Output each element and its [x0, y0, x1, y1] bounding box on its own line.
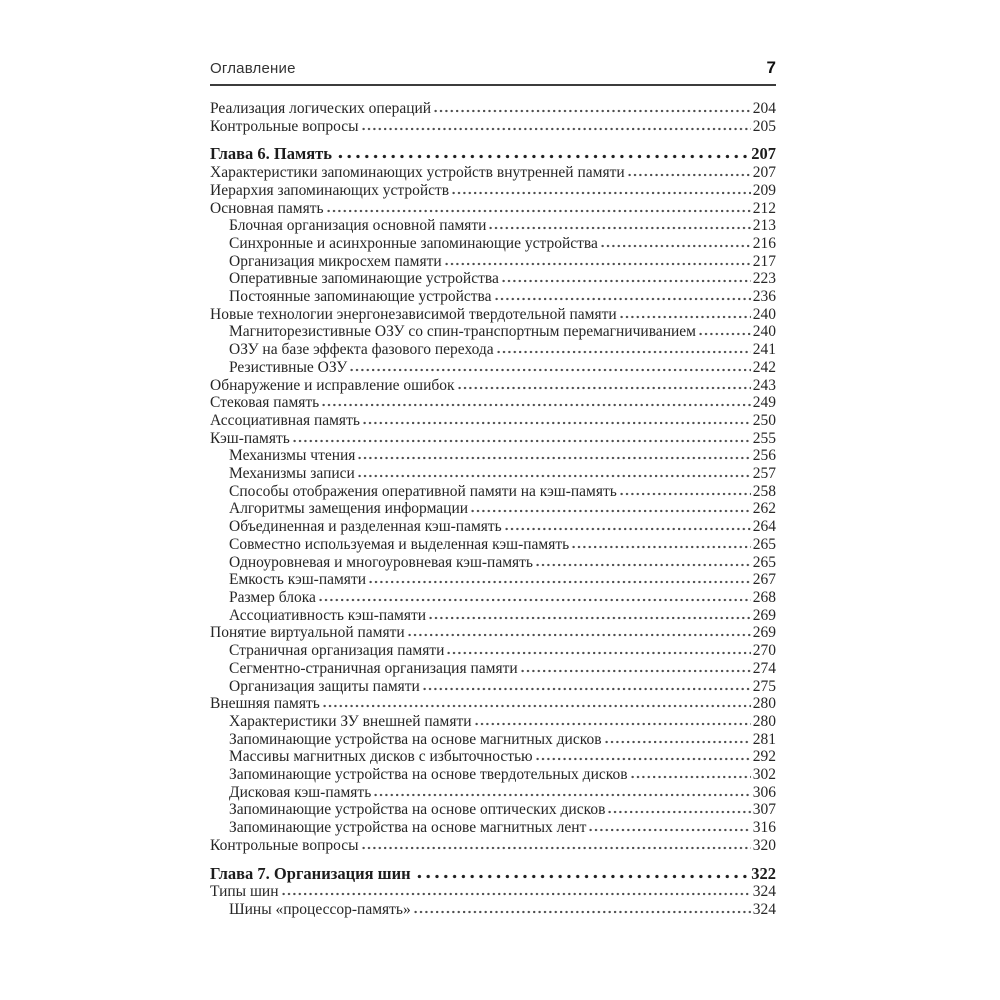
toc-entry [210, 660, 776, 678]
toc-entry-page: 236 [752, 288, 776, 306]
toc-entry-label: Резистивные ОЗУ [229, 358, 348, 376]
toc-entry [210, 394, 776, 412]
toc-entry-label: Стековая память [210, 394, 320, 412]
toc-entry [210, 766, 776, 784]
dot-leader [323, 704, 751, 708]
toc-entry-page: 213 [752, 217, 776, 235]
dot-leader [423, 687, 751, 691]
toc-entry [210, 801, 776, 819]
toc-entry-label: ОЗУ на базе эффекта фазового перехода [229, 341, 494, 359]
dot-leader [338, 154, 747, 159]
toc-entry-page: 281 [752, 730, 776, 748]
toc-entry-page: 209 [752, 181, 776, 199]
toc-entry-page: 265 [752, 553, 776, 571]
toc-entry-page: 223 [752, 270, 776, 288]
toc-entry-label: Организация микросхем памяти [229, 252, 442, 270]
toc-entry-page: 292 [752, 748, 776, 766]
toc-chapter-entry [210, 145, 776, 163]
dot-leader [495, 297, 751, 301]
dot-leader [521, 669, 751, 673]
toc-entry-label: Контрольные вопросы [210, 117, 359, 135]
toc-entry-label: Емкость кэш-памяти [229, 571, 367, 589]
toc-entry [210, 713, 776, 731]
toc-entry-page: 320 [752, 836, 776, 854]
toc-entry [210, 678, 776, 696]
dot-leader [572, 545, 751, 549]
dot-leader [502, 279, 751, 283]
dot-leader [605, 740, 751, 744]
dot-leader [374, 793, 750, 797]
toc-entry-label: Контрольные вопросы [210, 836, 359, 854]
running-header [210, 58, 776, 86]
toc-entry-page: 256 [752, 447, 776, 465]
dot-leader [369, 580, 751, 584]
dot-leader [363, 421, 751, 425]
toc-entry [210, 306, 776, 324]
toc-entry-page: 307 [752, 801, 776, 819]
toc-entry-label: Страничная организация памяти [229, 642, 445, 660]
toc-entry-label: Глава 6. Память [210, 144, 333, 164]
dot-leader [350, 368, 751, 372]
toc-entry-page: 258 [752, 482, 776, 500]
toc-entry [210, 695, 776, 713]
toc-entry-label: Обнаружение и исправление ошибок [210, 376, 455, 394]
page-number: 7 [766, 58, 776, 77]
toc-entry-label: Совместно используемая и выделенная кэш-память [229, 535, 570, 553]
dot-leader [497, 350, 751, 354]
dot-leader [589, 828, 750, 832]
dot-leader [362, 127, 751, 131]
dot-leader [414, 910, 751, 914]
toc-entry-label: Синхронные и асинхронные запоминающие устройства [229, 234, 598, 252]
toc-entry [210, 500, 776, 518]
dot-leader [293, 439, 751, 443]
toc-entry-page: 267 [752, 571, 776, 589]
toc-entry [210, 536, 776, 554]
dot-leader [620, 492, 751, 496]
toc-entry-page: 249 [752, 394, 776, 412]
dot-leader [322, 403, 751, 407]
toc-entry-label: Внешняя память [210, 695, 320, 713]
toc-entry-page: 243 [752, 376, 776, 394]
toc-entry-page: 269 [752, 606, 776, 624]
toc-entry [210, 359, 776, 377]
dot-leader [536, 757, 751, 761]
toc-entry [210, 323, 776, 341]
dot-leader [505, 527, 751, 531]
toc-entry-label: Основная память [210, 199, 324, 217]
toc-entry-page: 270 [752, 642, 776, 660]
toc-entry [210, 377, 776, 395]
toc-entry-page: 240 [752, 305, 776, 323]
toc-entry [210, 819, 776, 837]
toc-entry-label: Запоминающие устройства на основе магнитных дисков [229, 730, 602, 748]
dot-leader [452, 191, 751, 195]
toc-entry [210, 253, 776, 271]
dot-leader [471, 509, 751, 513]
toc-entry-label: Постоянные запоминающие устройства [229, 288, 492, 306]
toc-entry-page: 204 [752, 100, 776, 117]
toc-entry-label: Понятие виртуальной памяти [210, 624, 405, 642]
toc-entry-page: 275 [752, 677, 776, 695]
toc-entry-page: 262 [752, 500, 776, 518]
toc-entry-page: 207 [751, 144, 776, 164]
toc-entry-page: 212 [752, 199, 776, 217]
toc-entry [210, 784, 776, 802]
toc-entry-page: 265 [752, 535, 776, 553]
toc-entry [210, 554, 776, 572]
toc-entry-label: Ассоциативность кэш-памяти [229, 606, 427, 624]
toc-entry-label: Реализация логических операций [210, 100, 432, 117]
toc-entry-page: 322 [751, 863, 776, 883]
dot-leader [489, 226, 750, 230]
toc-entry [210, 748, 776, 766]
toc-entry [210, 118, 776, 136]
toc-entry-page: 264 [752, 518, 776, 536]
toc-entry-page: 324 [752, 883, 776, 901]
toc-entry-label: Способы отображения оперативной памяти на кэш-память [229, 482, 617, 500]
dot-leader [282, 892, 751, 896]
toc-entry-label: Оперативные запоминающие устройства [229, 270, 499, 288]
toc-entry [210, 465, 776, 483]
running-title: Оглавление [210, 60, 296, 77]
dot-leader [447, 651, 750, 655]
dot-leader [608, 810, 750, 814]
toc-entry-page: 250 [752, 411, 776, 429]
toc-entry-label: Механизмы записи [229, 465, 355, 483]
toc-entry-page: 242 [752, 358, 776, 376]
toc-entry-page: 302 [752, 766, 776, 784]
dot-leader [362, 846, 751, 850]
toc-entry-label: Блочная организация основной памяти [229, 217, 487, 235]
toc-entry-page: 268 [752, 588, 776, 606]
toc-entry-page: 240 [752, 323, 776, 341]
toc-entry-label: Массивы магнитных дисков с избыточностью [229, 748, 533, 766]
toc-entry-label: Шины «процессор-память» [229, 900, 411, 918]
toc-entry [210, 430, 776, 448]
dot-leader [631, 775, 751, 779]
toc-entry-label: Алгоритмы замещения информации [229, 500, 469, 518]
dot-leader [417, 874, 748, 879]
toc-entry [210, 883, 776, 901]
toc-entry [210, 100, 776, 118]
toc-entry-label: Организация защиты памяти [229, 677, 420, 695]
toc-entry-label: Магниторезистивные ОЗУ со спин-транспортным перемагничиванием [229, 323, 696, 341]
toc-entry [210, 518, 776, 536]
toc-chapter-entry [210, 865, 776, 883]
page-content [210, 58, 776, 919]
toc-entry-label: Дисковая кэш-память [229, 783, 372, 801]
toc-entry-label: Размер блока [229, 588, 316, 606]
toc-entry [210, 270, 776, 288]
toc-entry-label: Механизмы чтения [229, 447, 356, 465]
toc-entry [210, 901, 776, 919]
toc-entry [210, 642, 776, 660]
toc-entry-label: Объединенная и разделенная кэш-память [229, 518, 502, 536]
toc-list [210, 100, 776, 919]
toc-entry [210, 217, 776, 235]
toc-entry-page: 205 [752, 117, 776, 135]
toc-entry-page: 280 [752, 695, 776, 713]
dot-leader [358, 474, 751, 478]
toc-entry-label: Ассоциативная память [210, 411, 360, 429]
toc-entry-page: 280 [752, 712, 776, 730]
dot-leader [408, 633, 751, 637]
toc-entry [210, 589, 776, 607]
toc-entry-page: 255 [752, 429, 776, 447]
toc-entry [210, 571, 776, 589]
toc-entry [210, 164, 776, 182]
toc-entry [210, 607, 776, 625]
dot-leader [358, 456, 750, 460]
toc-entry [210, 447, 776, 465]
toc-entry-label: Запоминающие устройства на основе твердотельных дисков [229, 766, 628, 784]
toc-entry [210, 483, 776, 501]
dot-leader [458, 386, 751, 390]
toc-entry-label: Одноуровневая и многоуровневая кэш-память [229, 553, 533, 571]
toc-entry-page: 207 [752, 164, 776, 182]
toc-entry-label: Запоминающие устройства на основе оптических дисков [229, 801, 606, 819]
toc-entry-label: Кэш-память [210, 429, 290, 447]
dot-leader [536, 563, 751, 567]
toc-entry-label: Глава 7. Организация шин [210, 863, 411, 883]
toc-entry-label: Типы шин [210, 883, 279, 901]
toc-entry [210, 341, 776, 359]
toc-entry-page: 324 [752, 900, 776, 918]
dot-leader [628, 173, 751, 177]
toc-entry [210, 182, 776, 200]
dot-leader [699, 332, 751, 336]
dot-leader [319, 598, 751, 602]
toc-entry-label: Сегментно-страничная организация памяти [229, 659, 518, 677]
toc-entry [210, 412, 776, 430]
toc-entry-page: 306 [752, 783, 776, 801]
toc-entry-label: Новые технологии энергонезависимой твердотельной памяти [210, 305, 617, 323]
dot-leader [327, 209, 751, 213]
toc-entry-label: Запоминающие устройства на основе магнитных лент [229, 819, 587, 837]
toc-entry-label: Характеристики запоминающих устройств внутренней памяти [210, 164, 625, 182]
toc-entry [210, 200, 776, 218]
dot-leader [475, 722, 751, 726]
dot-leader [434, 109, 751, 113]
toc-entry [210, 837, 776, 855]
dot-leader [429, 616, 751, 620]
toc-entry-page: 316 [752, 819, 776, 837]
dot-leader [601, 244, 751, 248]
toc-entry-page: 217 [752, 252, 776, 270]
toc-entry-page: 257 [752, 465, 776, 483]
toc-entry-page: 216 [752, 234, 776, 252]
toc-entry-label: Характеристики ЗУ внешней памяти [229, 712, 472, 730]
toc-entry [210, 624, 776, 642]
toc-entry-page: 241 [752, 341, 776, 359]
toc-entry-page: 274 [752, 659, 776, 677]
toc-entry [210, 731, 776, 749]
dot-leader [445, 262, 751, 266]
toc-entry [210, 235, 776, 253]
toc-entry-page: 269 [752, 624, 776, 642]
dot-leader [620, 315, 751, 319]
toc-entry [210, 288, 776, 306]
toc-entry-label: Иерархия запоминающих устройств [210, 181, 450, 199]
